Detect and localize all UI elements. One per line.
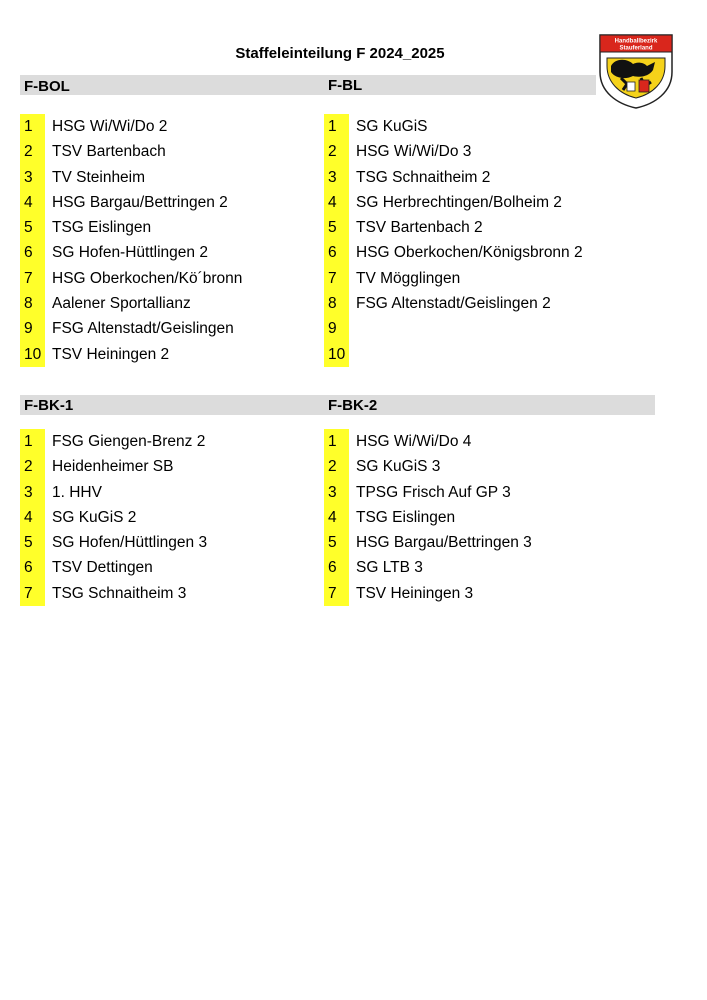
rank-number: 10: [20, 342, 45, 367]
rank-number: 7: [324, 581, 349, 606]
group-header-f-bl: F-BL: [328, 77, 363, 94]
rank-number: 2: [20, 139, 45, 164]
header-band-top: [20, 75, 596, 95]
rank-number: 6: [20, 240, 45, 265]
rank-number: 4: [324, 505, 349, 530]
list-item: [324, 480, 644, 505]
rank-number: 9: [20, 316, 45, 341]
team-name: SG Hofen-Hüttlingen 2: [52, 244, 208, 262]
team-name: TSG Eislingen: [52, 219, 152, 237]
team-name: TSG Schnaitheim 3: [52, 584, 187, 602]
list-item: [20, 505, 310, 530]
team-name: SG KuGiS 2: [52, 508, 137, 526]
list-item: [324, 165, 644, 190]
team-name: TV Steinheim: [52, 168, 146, 186]
logo-text-line1: Handballbezirk: [614, 38, 658, 45]
team-name: TSG Schnaitheim 2: [356, 168, 491, 186]
team-list-f-bl: [324, 114, 644, 367]
team-list-f-bk-2: [324, 429, 644, 606]
list-item: [20, 190, 310, 215]
team-name: FSG Altenstadt/Geislingen 2: [356, 295, 551, 313]
team-list-f-bol: [20, 114, 310, 367]
team-name: SG LTB 3: [356, 559, 423, 577]
page-title: Staffeleinteilung F 2024_2025: [235, 45, 445, 62]
list-item: [324, 342, 644, 367]
list-item: [324, 266, 644, 291]
rank-number: 7: [324, 266, 349, 291]
team-name: HSG Oberkochen/Königsbronn 2: [356, 244, 583, 262]
team-name: HSG Wi/Wi/Do 4: [356, 433, 472, 450]
team-name: SG Herbrechtingen/Bolheim 2: [356, 193, 562, 211]
rank-number: 5: [324, 215, 349, 240]
team-name: HSG Wi/Wi/Do 2: [52, 118, 168, 135]
team-name: TSV Dettingen: [52, 559, 153, 577]
list-item: [324, 429, 644, 454]
list-item: [20, 555, 310, 580]
team-name: TV Mögglingen: [356, 269, 461, 287]
list-item: [20, 581, 310, 606]
list-item: [20, 139, 310, 164]
list-item: [20, 291, 310, 316]
team-name: Heidenheimer SB: [52, 458, 174, 476]
list-item: [20, 454, 310, 479]
list-item: [324, 240, 644, 265]
list-item: [324, 215, 644, 240]
club-logo: [597, 32, 675, 110]
list-item: [324, 291, 644, 316]
list-item: [20, 530, 310, 555]
rank-number: 2: [324, 139, 349, 164]
team-name: HSG Oberkochen/Kö´bronn: [52, 269, 243, 287]
rank-number: 4: [20, 505, 45, 530]
list-item: [20, 342, 310, 367]
team-name: TSG Eislingen: [356, 508, 456, 526]
team-name: HSG Wi/Wi/Do 3: [356, 143, 472, 161]
team-name: HSG Bargau/Bettringen 2: [52, 193, 228, 211]
rank-number: 5: [20, 215, 45, 240]
rank-number: 3: [324, 165, 349, 190]
team-list-f-bk-1: [20, 429, 310, 606]
team-name: FSG Altenstadt/Geislingen: [52, 320, 234, 338]
list-item: [20, 165, 310, 190]
rank-number: 8: [324, 291, 349, 316]
list-item: [324, 114, 644, 139]
team-name: TSV Heiningen 2: [52, 345, 170, 363]
group-header-f-bk-1: F-BK-1: [24, 397, 74, 414]
team-name: Aalener Sportallianz: [52, 295, 191, 313]
rank-number: 3: [20, 165, 45, 190]
rank-number: 4: [324, 190, 349, 215]
rank-number: 2: [20, 454, 45, 479]
rank-number: 4: [20, 190, 45, 215]
team-name: SG KuGiS 3: [356, 458, 441, 476]
team-name: TSV Bartenbach: [52, 143, 166, 161]
list-item: [324, 316, 644, 341]
rank-number: 1: [324, 114, 349, 139]
team-name: TSV Heiningen 3: [356, 584, 474, 602]
list-item: [20, 316, 310, 341]
rank-number: 8: [20, 291, 45, 316]
rank-number: 6: [324, 555, 349, 580]
rank-number: 1: [20, 429, 45, 454]
team-name: TPSG Frisch Auf GP 3: [356, 483, 511, 501]
rank-number: 6: [324, 240, 349, 265]
list-item: [20, 240, 310, 265]
rank-number: 1: [324, 429, 349, 454]
rank-number: 1: [20, 114, 45, 139]
rank-number: 7: [20, 581, 45, 606]
team-name: 1. HHV: [52, 483, 102, 501]
list-item: [20, 114, 310, 139]
list-item: [20, 429, 310, 454]
rank-number: 10: [324, 342, 349, 367]
list-item: [20, 266, 310, 291]
team-name: HSG Bargau/Bettringen 3: [356, 534, 532, 552]
list-item: [324, 454, 644, 479]
logo-text-line2: Stauferland: [619, 45, 653, 52]
list-item: [20, 480, 310, 505]
list-item: [324, 555, 644, 580]
team-name: SG Hofen/Hüttlingen 3: [52, 534, 208, 552]
rank-number: 5: [324, 530, 349, 555]
list-item: [324, 581, 644, 606]
rank-number: 2: [324, 454, 349, 479]
rank-number: 3: [324, 480, 349, 505]
rank-number: 3: [20, 480, 45, 505]
group-header-f-bk-2: F-BK-2: [328, 397, 378, 414]
team-name: FSG Giengen-Brenz 2: [52, 433, 206, 450]
list-item: [324, 505, 644, 530]
list-item: [324, 139, 644, 164]
rank-number: 9: [324, 316, 349, 341]
list-item: [324, 190, 644, 215]
team-name: SG KuGiS: [356, 118, 428, 135]
rank-number: 6: [20, 555, 45, 580]
list-item: [20, 215, 310, 240]
group-header-f-bol: F-BOL: [24, 78, 70, 95]
team-name: TSV Bartenbach 2: [356, 219, 483, 237]
rank-number: 7: [20, 266, 45, 291]
rank-number: 5: [20, 530, 45, 555]
list-item: [324, 530, 644, 555]
